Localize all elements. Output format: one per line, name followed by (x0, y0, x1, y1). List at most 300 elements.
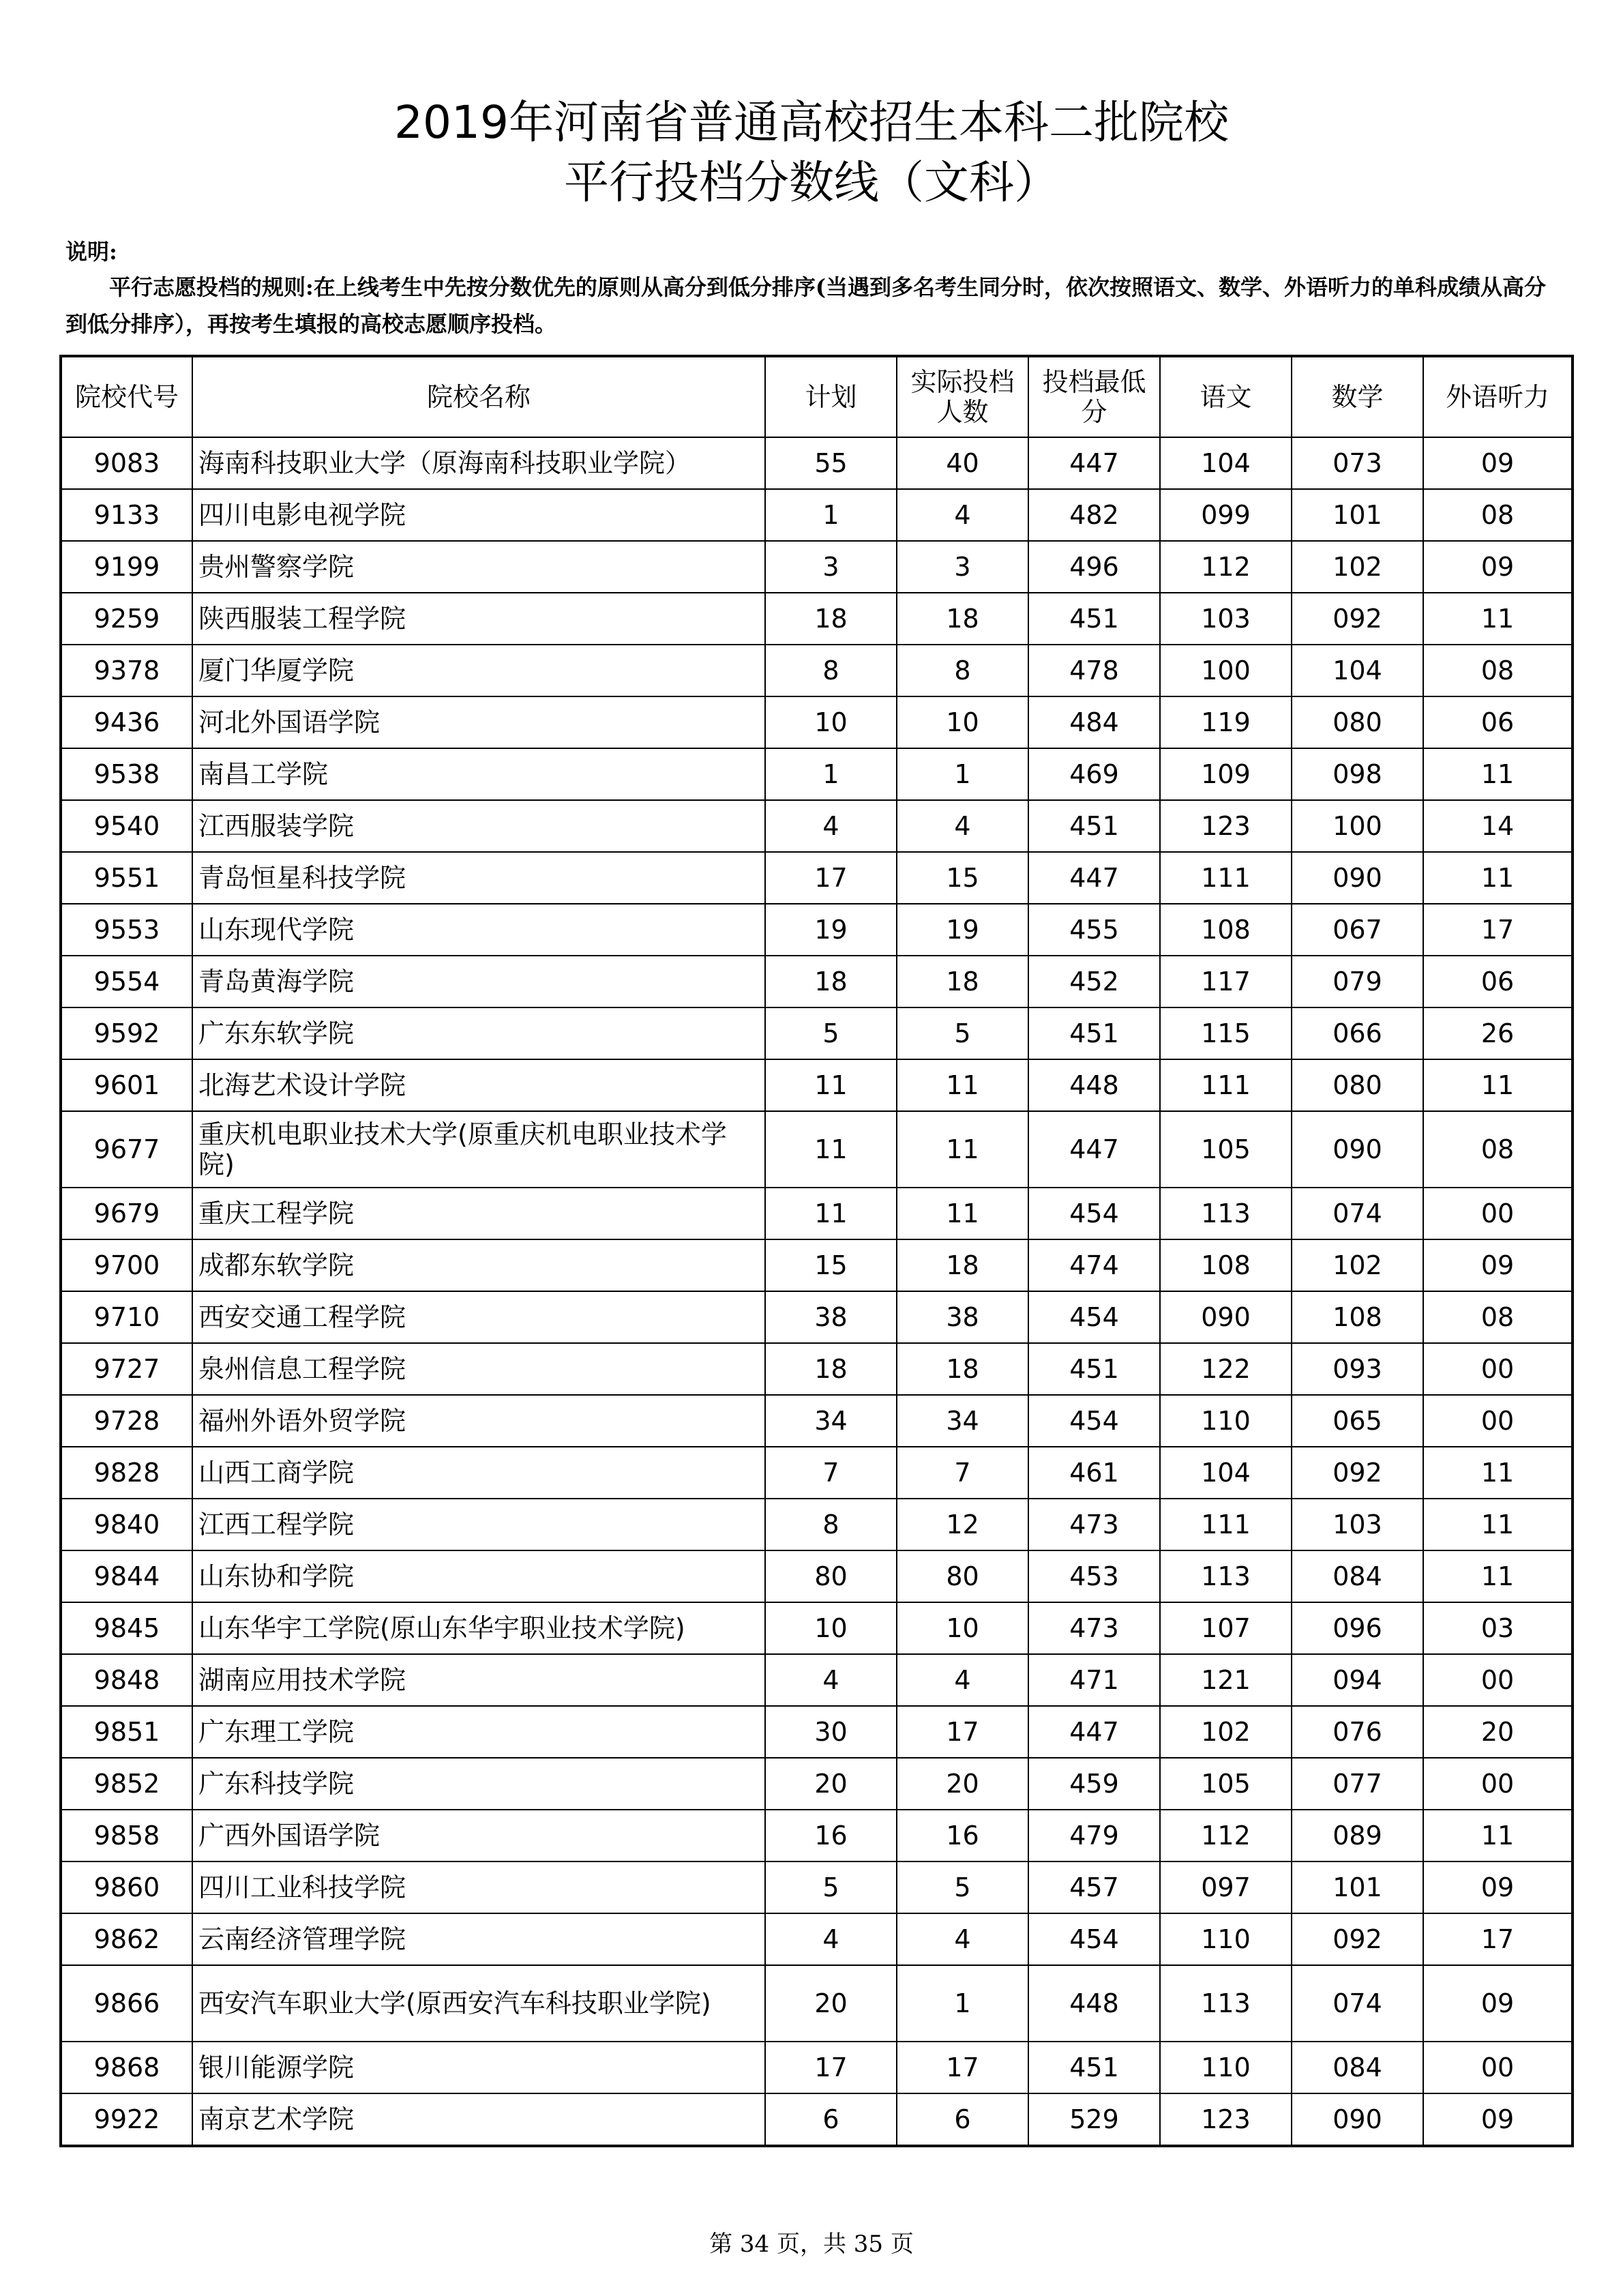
column-header-code: 院校代号 (61, 356, 192, 437)
table-row (61, 593, 1573, 645)
cell-name: 重庆工程学院 (192, 1188, 765, 1239)
table-row (61, 1188, 1573, 1239)
cell-foreign: 11 (1423, 1059, 1573, 1111)
table-row (61, 645, 1573, 696)
cell-plan: 1 (765, 489, 897, 541)
cell-chinese: 108 (1160, 1239, 1292, 1291)
cell-code: 9259 (61, 593, 192, 645)
cell-foreign: 00 (1423, 2042, 1573, 2093)
table-row (61, 1111, 1573, 1188)
cell-math: 066 (1292, 1007, 1423, 1059)
note-label: 说明: (65, 239, 117, 265)
cell-math: 100 (1292, 800, 1423, 852)
cell-foreign: 08 (1423, 1291, 1573, 1343)
cell-min-score: 447 (1028, 437, 1160, 489)
cell-math: 080 (1292, 696, 1423, 748)
cell-math: 077 (1292, 1758, 1423, 1810)
cell-foreign: 09 (1423, 1965, 1573, 2042)
cell-code: 9710 (61, 1291, 192, 1343)
cell-name: 四川电影电视学院 (192, 489, 765, 541)
cell-math: 089 (1292, 1810, 1423, 1861)
cell-min-score: 482 (1028, 489, 1160, 541)
cell-foreign: 06 (1423, 696, 1573, 748)
cell-chinese: 090 (1160, 1291, 1292, 1343)
cell-name: 重庆机电职业技术大学(原重庆机电职业技术学院) (192, 1111, 765, 1188)
cell-code: 9728 (61, 1395, 192, 1447)
column-header-foreign: 外语听力 (1423, 356, 1573, 437)
cell-code: 9133 (61, 489, 192, 541)
cell-name: 河北外国语学院 (192, 696, 765, 748)
column-header-chinese: 语文 (1160, 356, 1292, 437)
cell-plan: 10 (765, 696, 897, 748)
cell-actual: 4 (897, 800, 1028, 852)
cell-code: 9540 (61, 800, 192, 852)
cell-name: 青岛恒星科技学院 (192, 852, 765, 904)
table-row (61, 852, 1573, 904)
cell-math: 084 (1292, 2042, 1423, 2093)
cell-min-score: 452 (1028, 956, 1160, 1007)
cell-name: 西安交通工程学院 (192, 1291, 765, 1343)
cell-actual: 10 (897, 1602, 1028, 1654)
cell-code: 9848 (61, 1654, 192, 1706)
cell-math: 102 (1292, 1239, 1423, 1291)
cell-name: 贵州警察学院 (192, 541, 765, 593)
cell-plan: 10 (765, 1602, 897, 1654)
cell-min-score: 447 (1028, 1111, 1160, 1188)
cell-min-score: 451 (1028, 1007, 1160, 1059)
table-row (61, 1239, 1573, 1291)
cell-foreign: 09 (1423, 1239, 1573, 1291)
cell-min-score: 471 (1028, 1654, 1160, 1706)
cell-math: 094 (1292, 1654, 1423, 1706)
cell-code: 9922 (61, 2093, 192, 2146)
cell-min-score: 451 (1028, 800, 1160, 852)
document-title-line2: 平行投档分数线（文科） (564, 156, 1059, 209)
cell-chinese: 110 (1160, 1913, 1292, 1965)
cell-chinese: 105 (1160, 1758, 1292, 1810)
cell-foreign: 11 (1423, 748, 1573, 800)
cell-foreign: 00 (1423, 1395, 1573, 1447)
table-row (61, 1913, 1573, 1965)
cell-plan: 17 (765, 852, 897, 904)
cell-plan: 5 (765, 1861, 897, 1913)
cell-math: 101 (1292, 1861, 1423, 1913)
cell-chinese: 112 (1160, 541, 1292, 593)
table-row (61, 1291, 1573, 1343)
cell-plan: 15 (765, 1239, 897, 1291)
cell-name: 山东现代学院 (192, 904, 765, 956)
cell-foreign: 08 (1423, 489, 1573, 541)
cell-name: 江西工程学院 (192, 1499, 765, 1550)
cell-foreign: 17 (1423, 1913, 1573, 1965)
cell-code: 9862 (61, 1913, 192, 1965)
cell-foreign: 03 (1423, 1602, 1573, 1654)
cell-actual: 1 (897, 748, 1028, 800)
cell-min-score: 484 (1028, 696, 1160, 748)
table-header-row (61, 356, 1573, 437)
cell-actual: 5 (897, 1861, 1028, 1913)
cell-plan: 16 (765, 1810, 897, 1861)
table-row (61, 904, 1573, 956)
cell-min-score: 454 (1028, 1395, 1160, 1447)
cell-chinese: 119 (1160, 696, 1292, 748)
cell-math: 073 (1292, 437, 1423, 489)
table-row (61, 1059, 1573, 1111)
note-text: 平行志愿投档的规则:在上线考生中先按分数优先的原则从高分到低分排序(当遇到多名考生同分时，依次按照语文、数学、外语听力的单科成绩从高分到低分排序），再按考生填报的高校志愿顺序投档。 (65, 274, 1546, 337)
cell-actual: 19 (897, 904, 1028, 956)
column-header-name: 院校名称 (192, 356, 765, 437)
cell-chinese: 117 (1160, 956, 1292, 1007)
cell-chinese: 097 (1160, 1861, 1292, 1913)
cell-math: 080 (1292, 1059, 1423, 1111)
cell-math: 096 (1292, 1602, 1423, 1654)
cell-chinese: 110 (1160, 2042, 1292, 2093)
cell-name: 广西外国语学院 (192, 1810, 765, 1861)
cell-foreign: 11 (1423, 1550, 1573, 1602)
cell-actual: 11 (897, 1111, 1028, 1188)
table-row (61, 748, 1573, 800)
cell-name: 陕西服装工程学院 (192, 593, 765, 645)
cell-name: 南昌工学院 (192, 748, 765, 800)
cell-foreign: 11 (1423, 593, 1573, 645)
cell-chinese: 110 (1160, 1395, 1292, 1447)
cell-actual: 15 (897, 852, 1028, 904)
cell-foreign: 09 (1423, 541, 1573, 593)
cell-actual: 8 (897, 645, 1028, 696)
cell-code: 9553 (61, 904, 192, 956)
table-row (61, 1965, 1573, 2042)
cell-actual: 10 (897, 696, 1028, 748)
cell-name: 广东东软学院 (192, 1007, 765, 1059)
score-table (59, 355, 1574, 2147)
cell-plan: 38 (765, 1291, 897, 1343)
cell-code: 9083 (61, 437, 192, 489)
cell-code: 9727 (61, 1343, 192, 1395)
cell-min-score: 453 (1028, 1550, 1160, 1602)
cell-math: 108 (1292, 1291, 1423, 1343)
cell-name: 西安汽车职业大学(原西安汽车科技职业学院) (192, 1965, 765, 2042)
cell-chinese: 102 (1160, 1706, 1292, 1758)
cell-code: 9700 (61, 1239, 192, 1291)
cell-plan: 20 (765, 1758, 897, 1810)
cell-actual: 20 (897, 1758, 1028, 1810)
cell-chinese: 100 (1160, 645, 1292, 696)
cell-plan: 4 (765, 1913, 897, 1965)
cell-foreign: 08 (1423, 1111, 1573, 1188)
cell-math: 092 (1292, 1913, 1423, 1965)
cell-math: 065 (1292, 1395, 1423, 1447)
cell-actual: 12 (897, 1499, 1028, 1550)
cell-math: 067 (1292, 904, 1423, 956)
cell-chinese: 108 (1160, 904, 1292, 956)
cell-math: 076 (1292, 1706, 1423, 1758)
cell-actual: 1 (897, 1965, 1028, 2042)
cell-math: 074 (1292, 1188, 1423, 1239)
cell-name: 泉州信息工程学院 (192, 1343, 765, 1395)
cell-min-score: 454 (1028, 1188, 1160, 1239)
table-row (61, 1602, 1573, 1654)
table-row (61, 1499, 1573, 1550)
cell-code: 9679 (61, 1188, 192, 1239)
column-header-min-score: 投档最低分 (1028, 356, 1160, 437)
cell-plan: 30 (765, 1706, 897, 1758)
cell-min-score: 469 (1028, 748, 1160, 800)
cell-code: 9858 (61, 1810, 192, 1861)
document-title-line1: 2019年河南省普通高校招生本科二批院校 (394, 96, 1229, 149)
cell-code: 9844 (61, 1550, 192, 1602)
cell-math: 092 (1292, 593, 1423, 645)
cell-code: 9378 (61, 645, 192, 696)
cell-name: 江西服装学院 (192, 800, 765, 852)
cell-foreign: 11 (1423, 1499, 1573, 1550)
cell-plan: 1 (765, 748, 897, 800)
cell-chinese: 112 (1160, 1810, 1292, 1861)
cell-chinese: 104 (1160, 437, 1292, 489)
cell-plan: 11 (765, 1188, 897, 1239)
table-row (61, 696, 1573, 748)
cell-math: 084 (1292, 1550, 1423, 1602)
cell-code: 9538 (61, 748, 192, 800)
cell-code: 9845 (61, 1602, 192, 1654)
cell-math: 104 (1292, 645, 1423, 696)
cell-foreign: 09 (1423, 437, 1573, 489)
cell-code: 9866 (61, 1965, 192, 2042)
cell-chinese: 105 (1160, 1111, 1292, 1188)
cell-chinese: 122 (1160, 1343, 1292, 1395)
cell-name: 厦门华厦学院 (192, 645, 765, 696)
cell-min-score: 496 (1028, 541, 1160, 593)
table-row (61, 1395, 1573, 1447)
cell-actual: 18 (897, 593, 1028, 645)
cell-code: 9868 (61, 2042, 192, 2093)
cell-name: 云南经济管理学院 (192, 1913, 765, 1965)
column-header-actual: 实际投档人数 (897, 356, 1028, 437)
cell-actual: 6 (897, 2093, 1028, 2146)
cell-math: 092 (1292, 1447, 1423, 1499)
cell-min-score: 478 (1028, 645, 1160, 696)
cell-min-score: 473 (1028, 1499, 1160, 1550)
cell-min-score: 479 (1028, 1810, 1160, 1861)
cell-min-score: 454 (1028, 1913, 1160, 1965)
table-row (61, 2093, 1573, 2146)
cell-code: 9436 (61, 696, 192, 748)
cell-min-score: 447 (1028, 1706, 1160, 1758)
cell-plan: 34 (765, 1395, 897, 1447)
cell-min-score: 459 (1028, 1758, 1160, 1810)
cell-plan: 20 (765, 1965, 897, 2042)
cell-plan: 19 (765, 904, 897, 956)
cell-math: 090 (1292, 2093, 1423, 2146)
table-row (61, 541, 1573, 593)
cell-actual: 3 (897, 541, 1028, 593)
cell-name: 山西工商学院 (192, 1447, 765, 1499)
cell-chinese: 113 (1160, 1965, 1292, 2042)
cell-name: 四川工业科技学院 (192, 1861, 765, 1913)
cell-math: 102 (1292, 541, 1423, 593)
cell-foreign: 00 (1423, 1758, 1573, 1810)
table-row (61, 1861, 1573, 1913)
cell-name: 广东理工学院 (192, 1706, 765, 1758)
cell-min-score: 451 (1028, 2042, 1160, 2093)
cell-plan: 8 (765, 645, 897, 696)
cell-min-score: 474 (1028, 1239, 1160, 1291)
cell-foreign: 08 (1423, 645, 1573, 696)
table-row (61, 489, 1573, 541)
cell-actual: 5 (897, 1007, 1028, 1059)
cell-name: 海南科技职业大学（原海南科技职业学院） (192, 437, 765, 489)
cell-math: 090 (1292, 1111, 1423, 1188)
cell-min-score: 448 (1028, 1965, 1160, 2042)
cell-min-score: 529 (1028, 2093, 1160, 2146)
cell-plan: 11 (765, 1059, 897, 1111)
cell-actual: 34 (897, 1395, 1028, 1447)
table-row (61, 800, 1573, 852)
cell-plan: 5 (765, 1007, 897, 1059)
cell-name: 山东华宇工学院(原山东华宇职业技术学院) (192, 1602, 765, 1654)
cell-actual: 4 (897, 489, 1028, 541)
cell-plan: 8 (765, 1499, 897, 1550)
cell-min-score: 457 (1028, 1861, 1160, 1913)
cell-actual: 7 (897, 1447, 1028, 1499)
cell-min-score: 451 (1028, 593, 1160, 645)
cell-actual: 4 (897, 1654, 1028, 1706)
cell-chinese: 111 (1160, 852, 1292, 904)
cell-min-score: 473 (1028, 1602, 1160, 1654)
table-row (61, 1447, 1573, 1499)
cell-plan: 18 (765, 1343, 897, 1395)
cell-code: 9551 (61, 852, 192, 904)
cell-code: 9601 (61, 1059, 192, 1111)
cell-foreign: 09 (1423, 1861, 1573, 1913)
cell-math: 074 (1292, 1965, 1423, 2042)
table-row (61, 1758, 1573, 1810)
cell-foreign: 11 (1423, 1810, 1573, 1861)
cell-math: 103 (1292, 1499, 1423, 1550)
cell-foreign: 17 (1423, 904, 1573, 956)
cell-chinese: 115 (1160, 1007, 1292, 1059)
cell-foreign: 11 (1423, 852, 1573, 904)
table-row (61, 1007, 1573, 1059)
cell-plan: 80 (765, 1550, 897, 1602)
cell-foreign: 11 (1423, 1447, 1573, 1499)
cell-actual: 17 (897, 2042, 1028, 2093)
cell-chinese: 104 (1160, 1447, 1292, 1499)
cell-name: 南京艺术学院 (192, 2093, 765, 2146)
cell-actual: 11 (897, 1059, 1028, 1111)
cell-math: 090 (1292, 852, 1423, 904)
cell-plan: 3 (765, 541, 897, 593)
cell-plan: 11 (765, 1111, 897, 1188)
cell-chinese: 111 (1160, 1059, 1292, 1111)
cell-plan: 18 (765, 593, 897, 645)
cell-min-score: 447 (1028, 852, 1160, 904)
cell-actual: 4 (897, 1913, 1028, 1965)
cell-name: 青岛黄海学院 (192, 956, 765, 1007)
cell-plan: 4 (765, 800, 897, 852)
cell-name: 广东科技学院 (192, 1758, 765, 1810)
cell-chinese: 111 (1160, 1499, 1292, 1550)
cell-actual: 80 (897, 1550, 1028, 1602)
cell-actual: 18 (897, 1343, 1028, 1395)
table-row (61, 1550, 1573, 1602)
cell-plan: 55 (765, 437, 897, 489)
cell-math: 093 (1292, 1343, 1423, 1395)
cell-chinese: 123 (1160, 2093, 1292, 2146)
cell-foreign: 26 (1423, 1007, 1573, 1059)
cell-name: 福州外语外贸学院 (192, 1395, 765, 1447)
cell-code: 9199 (61, 541, 192, 593)
table-row (61, 956, 1573, 1007)
cell-chinese: 109 (1160, 748, 1292, 800)
cell-code: 9677 (61, 1111, 192, 1188)
cell-code: 9828 (61, 1447, 192, 1499)
cell-chinese: 121 (1160, 1654, 1292, 1706)
cell-min-score: 448 (1028, 1059, 1160, 1111)
cell-plan: 6 (765, 2093, 897, 2146)
cell-math: 101 (1292, 489, 1423, 541)
cell-chinese: 113 (1160, 1188, 1292, 1239)
cell-foreign: 09 (1423, 2093, 1573, 2146)
cell-chinese: 103 (1160, 593, 1292, 645)
cell-code: 9592 (61, 1007, 192, 1059)
cell-chinese: 107 (1160, 1602, 1292, 1654)
cell-foreign: 00 (1423, 1654, 1573, 1706)
table-row (61, 2042, 1573, 2093)
cell-min-score: 455 (1028, 904, 1160, 956)
cell-min-score: 454 (1028, 1291, 1160, 1343)
cell-name: 湖南应用技术学院 (192, 1654, 765, 1706)
cell-plan: 18 (765, 956, 897, 1007)
cell-min-score: 451 (1028, 1343, 1160, 1395)
cell-plan: 17 (765, 2042, 897, 2093)
cell-plan: 7 (765, 1447, 897, 1499)
cell-chinese: 099 (1160, 489, 1292, 541)
cell-foreign: 06 (1423, 956, 1573, 1007)
page-footer: 第 34 页，共 35 页 (709, 2231, 914, 2258)
cell-plan: 4 (765, 1654, 897, 1706)
cell-math: 098 (1292, 748, 1423, 800)
cell-actual: 18 (897, 956, 1028, 1007)
cell-code: 9554 (61, 956, 192, 1007)
table-row (61, 1810, 1573, 1861)
cell-actual: 17 (897, 1706, 1028, 1758)
column-header-math: 数学 (1292, 356, 1423, 437)
cell-actual: 11 (897, 1188, 1028, 1239)
column-header-plan: 计划 (765, 356, 897, 437)
cell-code: 9852 (61, 1758, 192, 1810)
cell-actual: 18 (897, 1239, 1028, 1291)
cell-code: 9840 (61, 1499, 192, 1550)
cell-name: 成都东软学院 (192, 1239, 765, 1291)
cell-name: 银川能源学院 (192, 2042, 765, 2093)
cell-name: 北海艺术设计学院 (192, 1059, 765, 1111)
table-row (61, 1343, 1573, 1395)
cell-code: 9860 (61, 1861, 192, 1913)
cell-foreign: 20 (1423, 1706, 1573, 1758)
cell-foreign: 14 (1423, 800, 1573, 852)
cell-chinese: 123 (1160, 800, 1292, 852)
cell-min-score: 461 (1028, 1447, 1160, 1499)
table-row (61, 1706, 1573, 1758)
cell-actual: 38 (897, 1291, 1028, 1343)
cell-actual: 16 (897, 1810, 1028, 1861)
cell-actual: 40 (897, 437, 1028, 489)
table-row (61, 1654, 1573, 1706)
cell-foreign: 00 (1423, 1343, 1573, 1395)
cell-math: 079 (1292, 956, 1423, 1007)
cell-chinese: 113 (1160, 1550, 1292, 1602)
cell-name: 山东协和学院 (192, 1550, 765, 1602)
